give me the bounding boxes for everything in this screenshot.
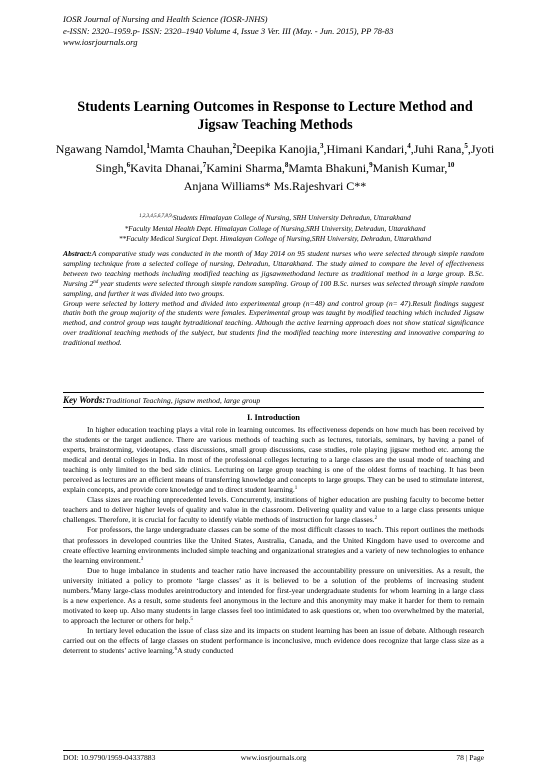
abstract-text: year students were selected through simple random sampling. Group of 100 B.Sc. nurses was selected through simple random sampling, and further it was divided into two groups.: [63, 278, 484, 298]
divider: [63, 407, 484, 408]
abstract-para-2: Group were selected by lottery method and divided into experimental group (n=48) and control group (n= 47).Result findings suggest thatin both the group majority of the students were females. Experimental group was taught by modified teaching which included Jigsaw method, and control group was taught bytraditional teaching. Although the active learning approach does not show statical significance over traditional teaching methods of the subject, but students find the modified teaching more interesting and innovative comparing to traditional method.: [63, 298, 484, 348]
paragraph-text: Due to huge imbalance in students and teacher ratio have increased the accountability pressure on universities. As a result, the university initiated a policy to promote ‘large classes’ as it is believed to be a solution of the problems of increasing student numbers.: [63, 565, 484, 595]
author-name: ,Himani Kandari,: [323, 142, 408, 156]
divider: [63, 392, 484, 393]
author-sup: 1: [146, 142, 150, 150]
author-name: Ngawang Namdol,: [55, 142, 147, 156]
affiliation-text: Students Himalayan College of Nursing, SRH University Dehradun, Uttarakhand: [172, 213, 411, 222]
citation: 4: [90, 586, 94, 592]
author-sup: 5: [464, 142, 468, 150]
citation: 5: [190, 616, 193, 622]
author-sup: 9: [369, 160, 373, 169]
author-name: ,Jyoti Singh,: [95, 142, 495, 175]
author-sup: 3: [320, 142, 324, 150]
author-name: Deepika Kanojia,: [236, 142, 321, 156]
author-name: Mamta Bhakuni,: [288, 160, 370, 175]
affiliations: [40, 213, 510, 245]
paragraph: [63, 495, 484, 525]
paragraph-text: For professors, the large undergraduate classes can be some of the most difficult classes to teach. This report outlines the methods that professors in developed countries like the United States, Australia, Canada, and the United Kingdom have used to overcome and create effective learning environments included simple teaching and organizational strategies and a variety of new technologies to enhance the learning environment.: [63, 525, 484, 565]
abstract-sup: nd: [93, 279, 99, 285]
affiliation-sup: 1,2,3,4,5,6,7,8,9,: [139, 214, 173, 219]
author-name: Kamini Sharma,: [206, 160, 285, 175]
keywords-value: Traditional Teaching, jigsaw method, large group: [105, 396, 261, 405]
page-number: 78 | Page: [456, 753, 484, 762]
paragraph-text: In tertiary level education the issue of class size and its impacts on student learning has been an issue of debate. Although research carried out on the effects of large classes on student performance is inconclusive, much evidence does recognize that large class size as a deterrent to students’ active learning.: [63, 625, 484, 656]
paragraph-text: A study conducted: [177, 646, 234, 656]
keywords-label: Key Words:: [63, 395, 106, 405]
citation: 2: [374, 516, 378, 522]
citation: 1: [294, 486, 298, 492]
author-sup: 4: [407, 142, 411, 150]
author-name: Manish Kumar,: [372, 160, 448, 175]
author-sup: 8: [284, 160, 289, 169]
paragraph: [63, 626, 484, 656]
paragraph: [63, 525, 484, 565]
abstract-para-1: [63, 249, 484, 299]
author-name: Kavita Dhanai,: [130, 160, 203, 175]
body-text: [63, 425, 484, 656]
paragraph: [63, 566, 484, 626]
journal-name: IOSR Journal of Nursing and Health Science (IOSR-JNHS): [63, 14, 268, 24]
paragraph: [63, 425, 484, 495]
author-list: [40, 140, 510, 196]
abstract: [63, 249, 484, 348]
author-name: ,Juhi Rana,: [410, 142, 465, 156]
paragraph-text: Class sizes are reaching unprecedented levels. Concurrently, institutions of higher education are pushing faculty to become better teachers and to deliver higher levels of quality and value in the classroom. Delivering quality and value to a large class presents unique challenges. Therefore, it is crucial for faculty to identify viable methods of instruction for large classes.: [63, 495, 484, 525]
title-line-2: Jigsaw Teaching Methods: [197, 117, 353, 133]
footer-divider: [63, 750, 484, 751]
journal-issn: e-ISSN: 2320–1959.p- ISSN: 2320–1940 Volume 4, Issue 3 Ver. III (May. - Jun. 2015), PP 78-83: [63, 25, 394, 36]
section-heading: I. Introduction: [247, 413, 300, 422]
author-sup: 6: [126, 160, 131, 169]
journal-url: www.iosrjournals.org: [63, 37, 138, 48]
faculty-authors: Anjana Williams* Ms.Rajeshvari C**: [183, 179, 367, 193]
paragraph-text: In higher education teaching plays a vital role in learning outcomes. Its effectiveness depends on how much has been received by the students or the target audience. There are various methods of teaching such as lectures, tutorials, seminars, by having a panel of experts, brainstorming, videotapes, class discussions, small group discussions, case studies, role playing jigsaw method etc. among the medical and dental colleges in India. In most of the professional colleges lecturing to a large classes are the usual mode of teaching and teaching is only limited to the bed side clinics. Lecturing on large group teaching is one of the oldest forms of teaching. It has been perceived as lectures are an efficient means of transferring knowledge and concepts to large groups. They can be used to stimulate interest, explain concepts, and provide core knowledge and to direct student learning.: [63, 425, 484, 495]
affiliation-3: **Faculty Medical Surgical Dept. Himalayan College of Nursing,SRH University, Dehradun, Uttarakhand: [118, 234, 432, 244]
abstract-text: A comparative study was conducted in the month of May 2014 on 95 student nurses who were selected through simple random sampling technique from a selected college of nursing, Dehradun, Uttarakhand. The study aimed to compare the level of effectiveness between two teaching methods including modified teaching as jigsawmethodand lecture as traditional method in a large group. B.Sc. Nursing 2: [63, 249, 484, 288]
author-lines: [40, 140, 510, 177]
keywords: [63, 395, 484, 406]
paragraph-text: Many large-class modules areintroductory and intended for first-year undergraduate students for whom learning in a large class is a new experience. As a result, some students feel anonymous in the lecture and this anonymity may make it harder for them to remain motivated to keep up. Also many students in large classes feel too intimidated to ask questions or, when too overwhelmed by the material, to approach the lecturer or others for help.: [63, 585, 484, 625]
author-name: Mamta Chauhan,: [149, 142, 233, 156]
author-sup: 10: [447, 160, 455, 169]
citation: 6: [174, 647, 178, 653]
footer-url: www.iosrjournals.org: [240, 753, 307, 762]
title-line-1: Students Learning Outcomes in Response to Lecture Method and: [77, 99, 473, 115]
abstract-label: Abstract:: [63, 249, 92, 258]
author-sup: 7: [202, 160, 207, 169]
author-sup: 2: [232, 142, 237, 150]
footer-doi: DOI: 10.9790/1959-04337883: [63, 753, 156, 762]
paper-title: [40, 98, 510, 134]
journal-header: [63, 14, 393, 49]
affiliation-2: *Faculty Mental Health Dept. Himalayan College of Nursing,SRH University, Dehradun, Uttarakhand: [124, 223, 426, 233]
citation: 3: [140, 556, 144, 562]
affiliation-1: [40, 213, 510, 224]
